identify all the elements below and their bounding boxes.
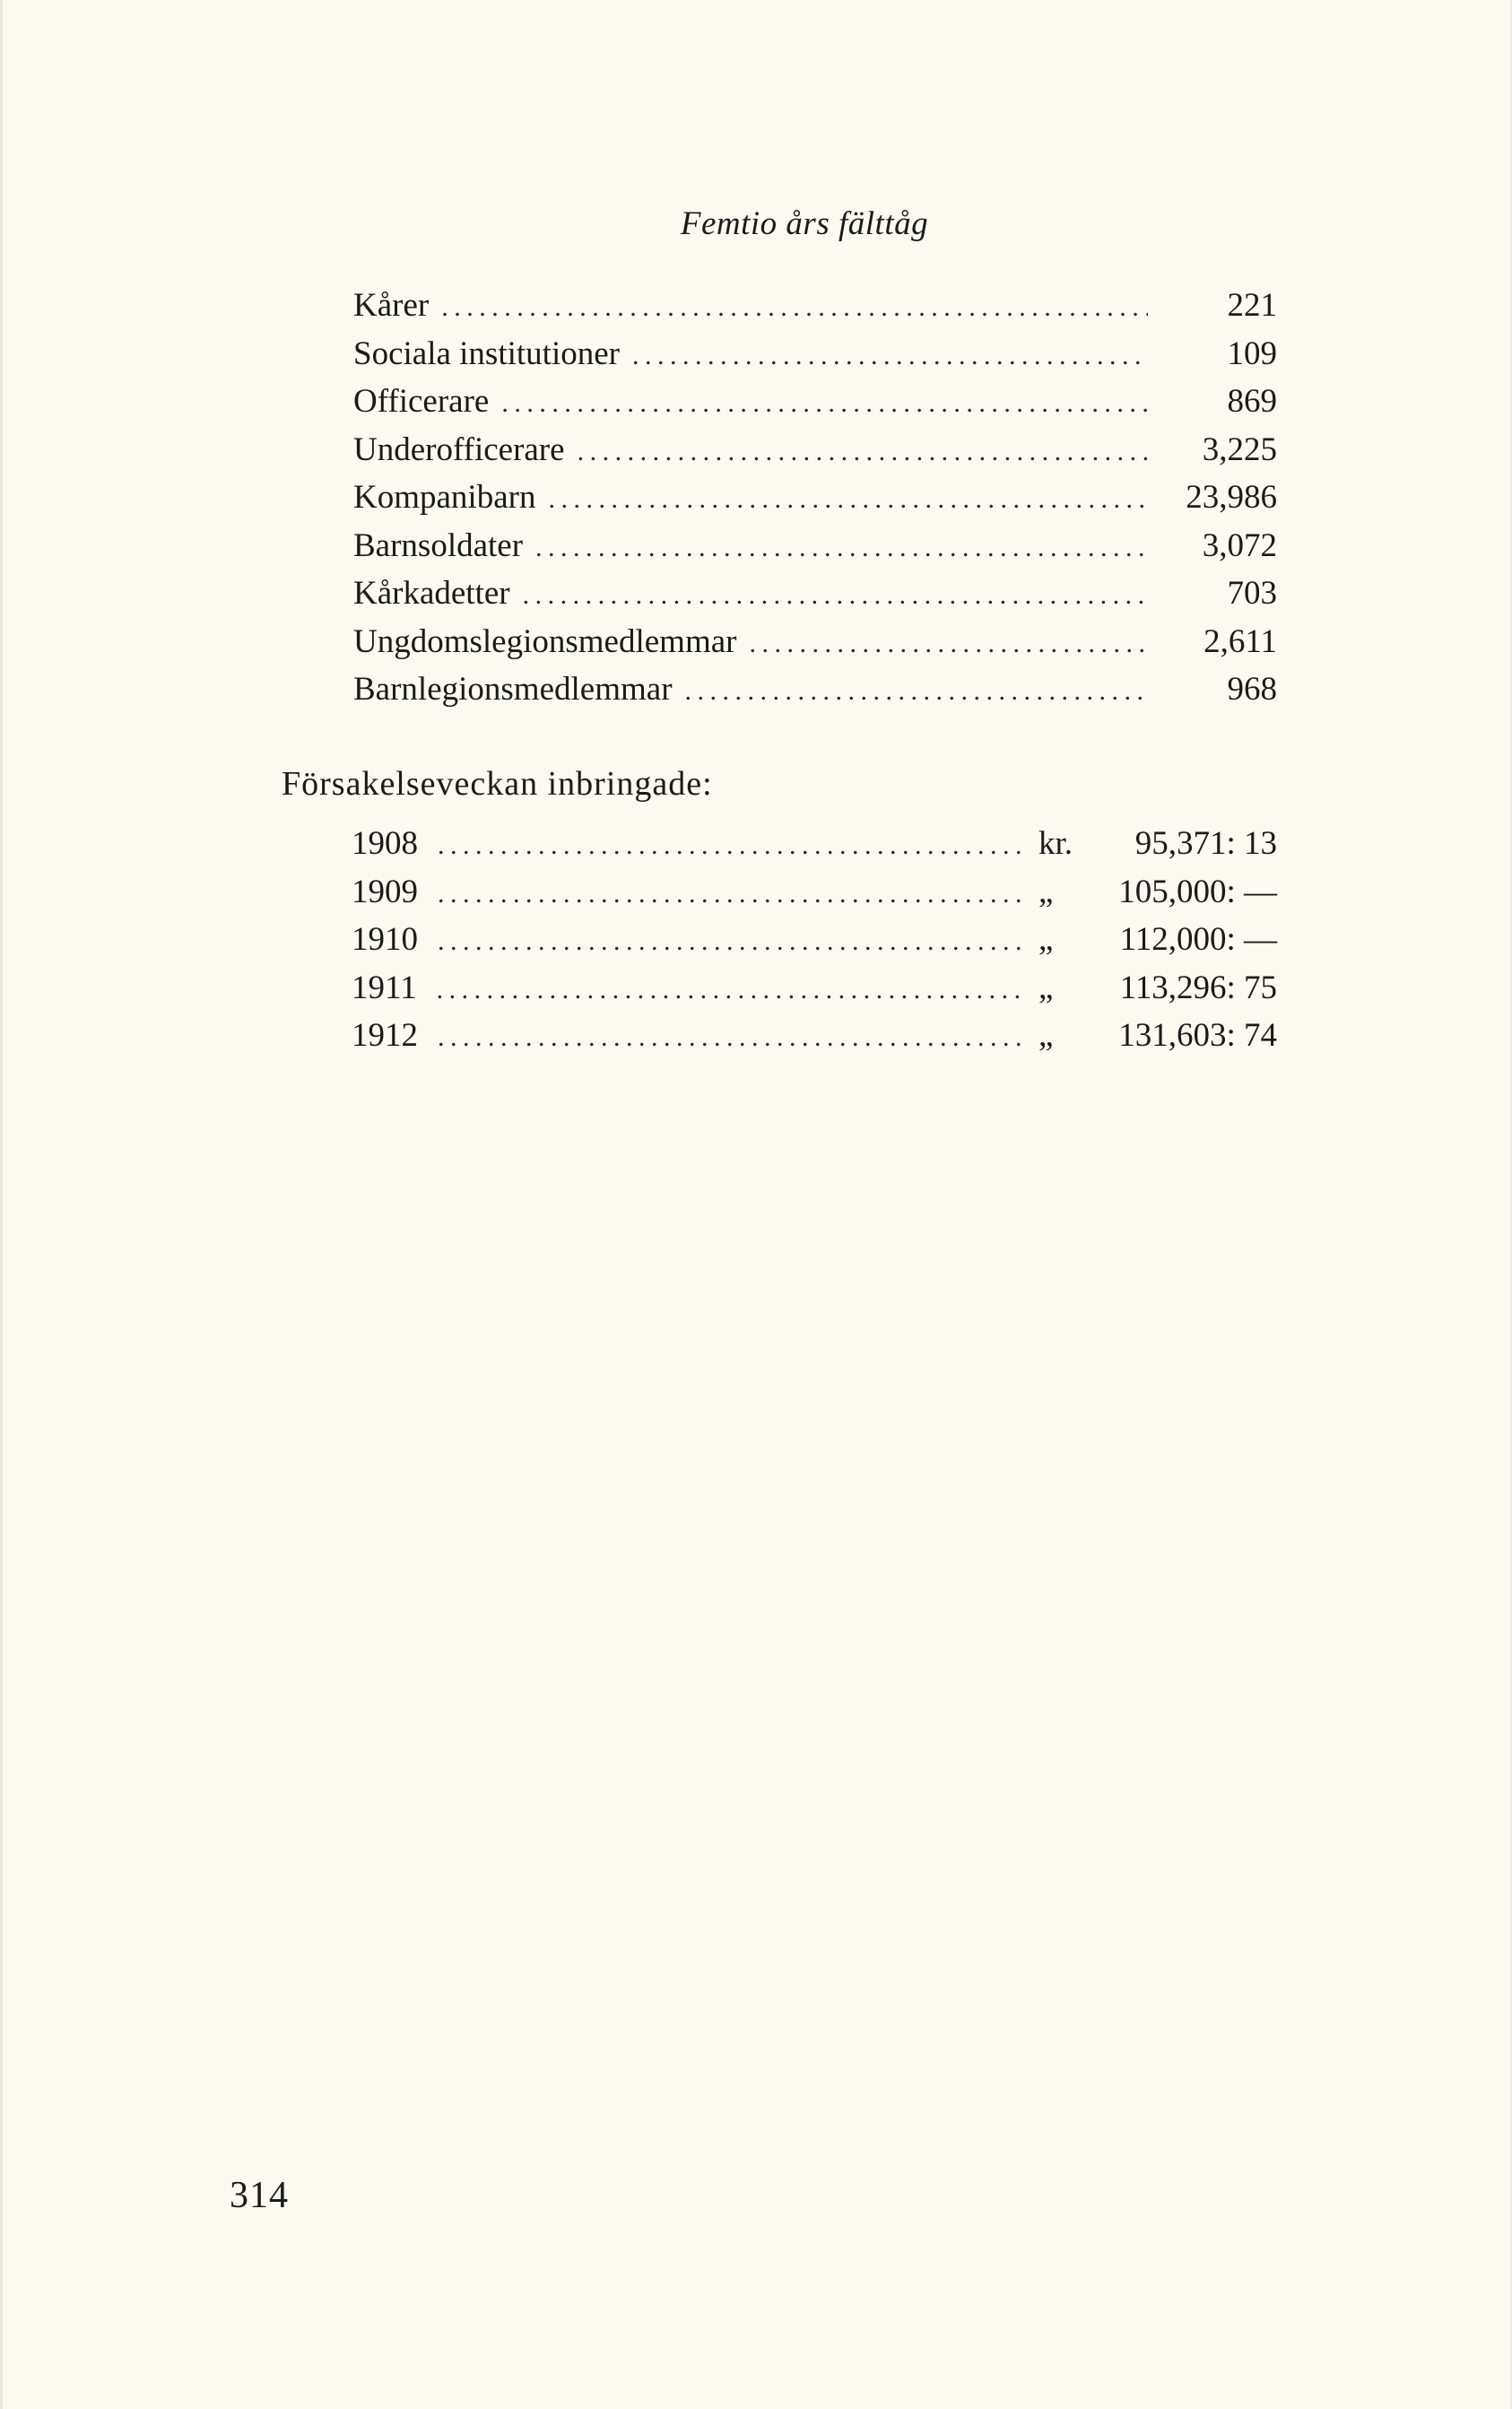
income-unit: kr. <box>1038 825 1073 862</box>
dot-leader <box>437 966 1028 1014</box>
statistics-row <box>353 665 1277 714</box>
dot-leader <box>438 822 1028 870</box>
income-amount: 95,371: 13 <box>1134 825 1277 862</box>
statistics-row <box>353 522 1277 570</box>
statistics-value: 23,986 <box>1186 479 1277 516</box>
statistics-row <box>353 618 1277 666</box>
income-amount: 131,603: 74 <box>1118 1017 1277 1054</box>
dot-leader <box>438 1013 1028 1062</box>
statistics-row <box>353 378 1277 426</box>
statistics-label: Kårer <box>353 287 430 324</box>
dot-leader <box>441 283 1148 332</box>
income-year: 1909 <box>352 873 418 910</box>
income-year: 1912 <box>352 1017 418 1054</box>
income-amount: 105,000: — <box>1118 873 1277 910</box>
statistics-value: 869 <box>1227 383 1277 420</box>
dot-leader <box>685 667 1148 716</box>
statistics-label: Sociala institutioner <box>353 335 620 372</box>
dot-leader <box>750 620 1149 668</box>
dot-leader <box>523 571 1148 620</box>
income-year: 1911 <box>352 969 417 1006</box>
statistics-row <box>353 426 1277 474</box>
statistics-value: 3,072 <box>1202 526 1277 564</box>
dot-leader <box>438 918 1028 966</box>
dot-leader <box>548 475 1148 524</box>
statistics-table <box>353 282 1277 714</box>
income-amount: 112,000: — <box>1119 921 1277 958</box>
income-row <box>352 868 1277 917</box>
dot-leader <box>578 428 1148 476</box>
running-title: Femtio års fälttåg <box>680 205 929 242</box>
statistics-label: Officerare <box>353 383 490 420</box>
income-year: 1908 <box>352 825 418 862</box>
income-row <box>352 820 1277 868</box>
income-row <box>352 1012 1277 1060</box>
statistics-value: 968 <box>1227 671 1277 708</box>
dot-leader <box>438 870 1028 918</box>
income-unit: „ <box>1038 921 1054 958</box>
dot-leader <box>632 332 1148 380</box>
statistics-value: 3,225 <box>1202 430 1277 468</box>
statistics-row <box>353 330 1277 378</box>
income-table <box>352 820 1277 1060</box>
income-year: 1910 <box>352 921 418 958</box>
statistics-row <box>353 570 1277 618</box>
dot-leader <box>535 524 1148 572</box>
statistics-row <box>353 474 1277 522</box>
statistics-value: 109 <box>1227 335 1277 372</box>
income-unit: „ <box>1038 969 1054 1006</box>
income-unit: „ <box>1038 873 1054 910</box>
statistics-value: 2,611 <box>1204 622 1277 660</box>
statistics-value: 221 <box>1227 287 1277 324</box>
statistics-label: Barnlegionsmedlemmar <box>353 671 673 708</box>
income-heading: Försakelseveckan inbringade: <box>282 765 713 803</box>
statistics-label: Kompanibarn <box>353 479 536 516</box>
income-row <box>352 916 1277 964</box>
statistics-label: Ungdomslegionsmedlemmar <box>353 622 737 660</box>
page-number: 314 <box>230 2175 289 2216</box>
statistics-value: 703 <box>1227 575 1277 612</box>
statistics-label: Underofficerare <box>353 430 565 468</box>
income-amount: 113,296: 75 <box>1119 969 1277 1006</box>
income-row <box>352 964 1277 1013</box>
statistics-label: Kårkadetter <box>353 575 510 612</box>
income-unit: „ <box>1038 1017 1054 1054</box>
statistics-label: Barnsoldater <box>353 526 524 564</box>
statistics-row <box>353 282 1277 330</box>
dot-leader <box>501 379 1148 428</box>
